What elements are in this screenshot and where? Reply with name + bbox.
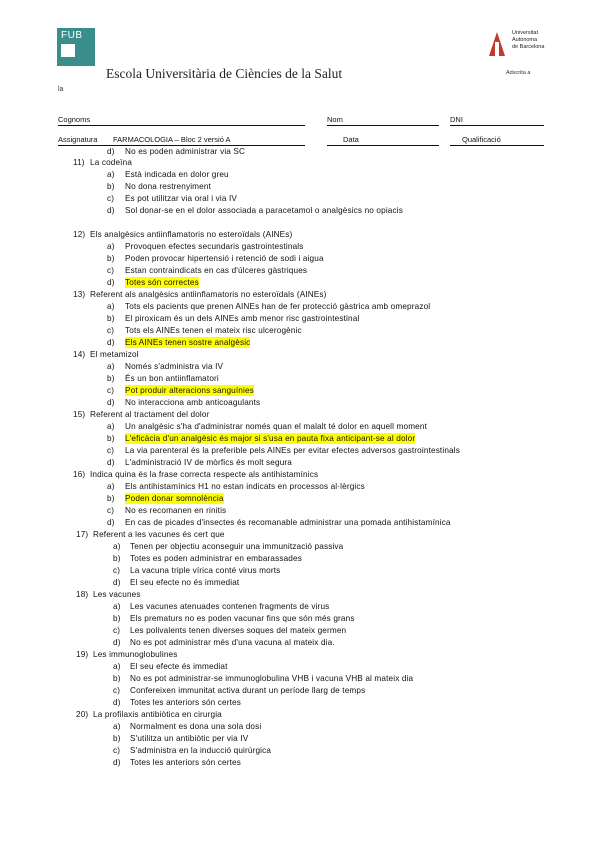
option-text: El seu efecte no és immediat [130,578,240,587]
question-text: Referent a les vacunes és cert que [93,530,225,539]
fub-logo-text: FUB [61,30,83,41]
option-letter: b) [113,734,121,743]
option-text: Tenen per objectiu aconseguir una immunització passiva [130,542,344,551]
question-number: 20) [76,710,89,719]
option-letter: c) [113,626,121,635]
option-letter: d) [107,458,115,467]
question-text: Les vacunes [93,590,141,599]
option-letter: c) [107,194,115,203]
option-letter: b) [107,374,115,383]
option-text: Provoquen efectes secundaris gastrointestinals [125,242,304,251]
option-letter: b) [113,614,121,623]
question-number: 13) [73,290,86,299]
question-number: 18) [76,590,89,599]
option-letter: a) [113,602,121,611]
option-text: Totes les anteriors són certes [130,758,241,767]
assignatura-label: Assignatura [58,135,98,144]
option-letter: d) [113,578,121,587]
option-letter: d) [113,698,121,707]
highlighted-answer: Els AINEs tenen sostre analgèsic [125,338,251,347]
option-letter: a) [107,482,115,491]
option-letter: c) [107,386,115,395]
option-text: Normalment es dona una sola dosi [130,722,262,731]
fub-logo [57,28,95,66]
option-text: Un analgèsic s'ha d'administrar només quan el malalt té dolor en aquell moment [125,422,427,431]
option-text: Les vacunes atenuades contenen fragments de virus [130,602,330,611]
option-letter: b) [113,554,121,563]
nom-line [327,125,439,126]
la-label: la [58,86,64,93]
option-text: La vacuna triple vírica conté virus morts [130,566,281,575]
option-text: Només s'administra via IV [125,362,224,371]
uab-logo [487,30,577,66]
question-number: 17) [76,530,89,539]
option-text: Es pot utilitzar via oral i via IV [125,194,238,203]
dni-label: DNI [450,115,463,124]
question-text: Indica quina és la frase correcta respecte als antihistamínics [90,470,319,479]
assignatura-value: FARMACOLOGIA – Bloc 2 versió A [113,135,231,144]
option-text: Està indicada en dolor greu [125,170,229,179]
option-letter: a) [107,170,115,179]
option-letter: d) [107,398,115,407]
question-text: Els analgèsics antiinflamatoris no esteroïdals (AINEs) [90,230,293,239]
question-number: 12) [73,230,86,239]
option-text: S'administra en la inducció quirúrgica [130,746,272,755]
option-letter: c) [113,566,121,575]
option-text: Poden provocar hipertensió i retenció de sodi i aigua [125,254,324,263]
question-text: Referent als analgèsics antiinflamatoris no esteroïdals (AINEs) [90,290,327,299]
question-text: La codeïna [90,158,133,167]
option-letter: b) [107,494,115,503]
highlighted-answer: Poden donar somnolència [125,494,224,503]
option-text: És un bon antiinflamatori [125,374,219,383]
option-letter: c) [107,446,115,455]
cognoms-line [58,125,305,126]
option-letter: a) [107,302,115,311]
option-letter: a) [107,242,115,251]
fub-logo-square [61,44,75,57]
question-text: Referent al tractament del dolor [90,410,210,419]
option-text: Sol donar-se en el dolor associada a paracetamol o analgèsics no opiacis [125,206,403,215]
option-text: El seu efecte és immediat [130,662,228,671]
option-letter: b) [107,314,115,323]
question-text: El metamizol [90,350,139,359]
option-text: Estan contraindicats en cas d'úlceres gàstriques [125,266,308,275]
uab-logo-text: Universitat Autònoma de Barcelona [512,30,545,50]
option-letter: b) [107,182,115,191]
cognoms-label: Cognoms [58,115,91,124]
question-text: Les immunoglobulines [93,650,178,659]
option-letter: d) [113,638,121,647]
option-text: No es pot administrar-se immunoglobulina VHB i vacuna VHB al mateix dia [130,674,414,683]
option-letter: c) [113,686,121,695]
option-text: En cas de picades d'insectes és recomanable administrar una pomada antihistamínica [125,518,451,527]
option-letter: d) [107,147,115,156]
option-letter: d) [113,758,121,767]
option-text: L'administració IV de mòrfics és molt segura [125,458,292,467]
question-number: 16) [73,470,86,479]
option-letter: b) [107,434,115,443]
option-letter: c) [107,266,115,275]
qualificacio-line [450,145,544,146]
option-letter: a) [113,722,121,731]
question-text: La profilaxis antibiòtica en cirurgia [93,710,222,719]
option-text: S'utilitza un antibiòtic per via IV [130,734,249,743]
option-text: Confereixen immunitat activa durant un període llarg de temps [130,686,366,695]
option-letter: a) [113,662,121,671]
data-label: Data [343,135,359,144]
option-letter: a) [113,542,121,551]
option-text: Tots els AINEs tenen el mateix risc ulcerogènic [125,326,302,335]
option-text: Els antihistamínics H1 no estan indicats en processos al·lèrgics [125,482,365,491]
highlighted-answer: Totes són correctes [125,278,199,287]
option-text: El piroxicam és un dels AINEs amb menor risc gastrointestinal [125,314,360,323]
option-letter: b) [107,254,115,263]
option-letter: b) [113,674,121,683]
option-letter: c) [113,746,121,755]
question-number: 14) [73,350,86,359]
qualificacio-label: Qualificació [462,135,501,144]
adscrita-label: Adscrita a [506,70,531,76]
option-text: Totes les anteriors són certes [130,698,241,707]
uab-logo-icon [487,30,507,58]
data-line [327,145,439,146]
option-letter: c) [107,506,115,515]
dni-line [450,125,544,126]
question-number: 15) [73,410,86,419]
question-number: 19) [76,650,89,659]
option-text: Tots els pacients que prenen AINEs han de fer protecció gàstrica amb omeprazol [125,302,431,311]
option-text: No es poden administrar via SC [125,147,246,156]
question-number: 11) [73,158,85,167]
nom-label: Nom [327,115,343,124]
option-text: La via parenteral és la preferible pels AINEs per evitar efectes adversos gastrointestinals [125,446,460,455]
highlighted-answer: L'eficàcia d'un analgèsic és major si s'usa en pauta fixa anticipant-se al dolor [125,434,416,443]
school-name: Escola Universitària de Ciències de la Salut [106,66,343,81]
option-letter: d) [107,278,115,287]
option-letter: d) [107,518,115,527]
option-text: Totes es poden administrar en embarassades [130,554,302,563]
option-text: Les polivalents tenen diverses soques del mateix germen [130,626,347,635]
option-text: Els prematurs no es poden vacunar fins que són més grans [130,614,355,623]
option-letter: a) [107,422,115,431]
option-text: No es pot administrar més d'una vacuna al mateix dia. [130,638,335,647]
option-letter: d) [107,338,115,347]
option-text: No es recomanen en rinitis [125,506,227,515]
option-letter: a) [107,362,115,371]
option-letter: d) [107,206,115,215]
option-text: No dona restrenyiment [125,182,211,191]
option-letter: c) [107,326,115,335]
highlighted-answer: Pot produir alteracions sanguínies [125,386,254,395]
option-text: No interacciona amb anticoagulants [125,398,261,407]
